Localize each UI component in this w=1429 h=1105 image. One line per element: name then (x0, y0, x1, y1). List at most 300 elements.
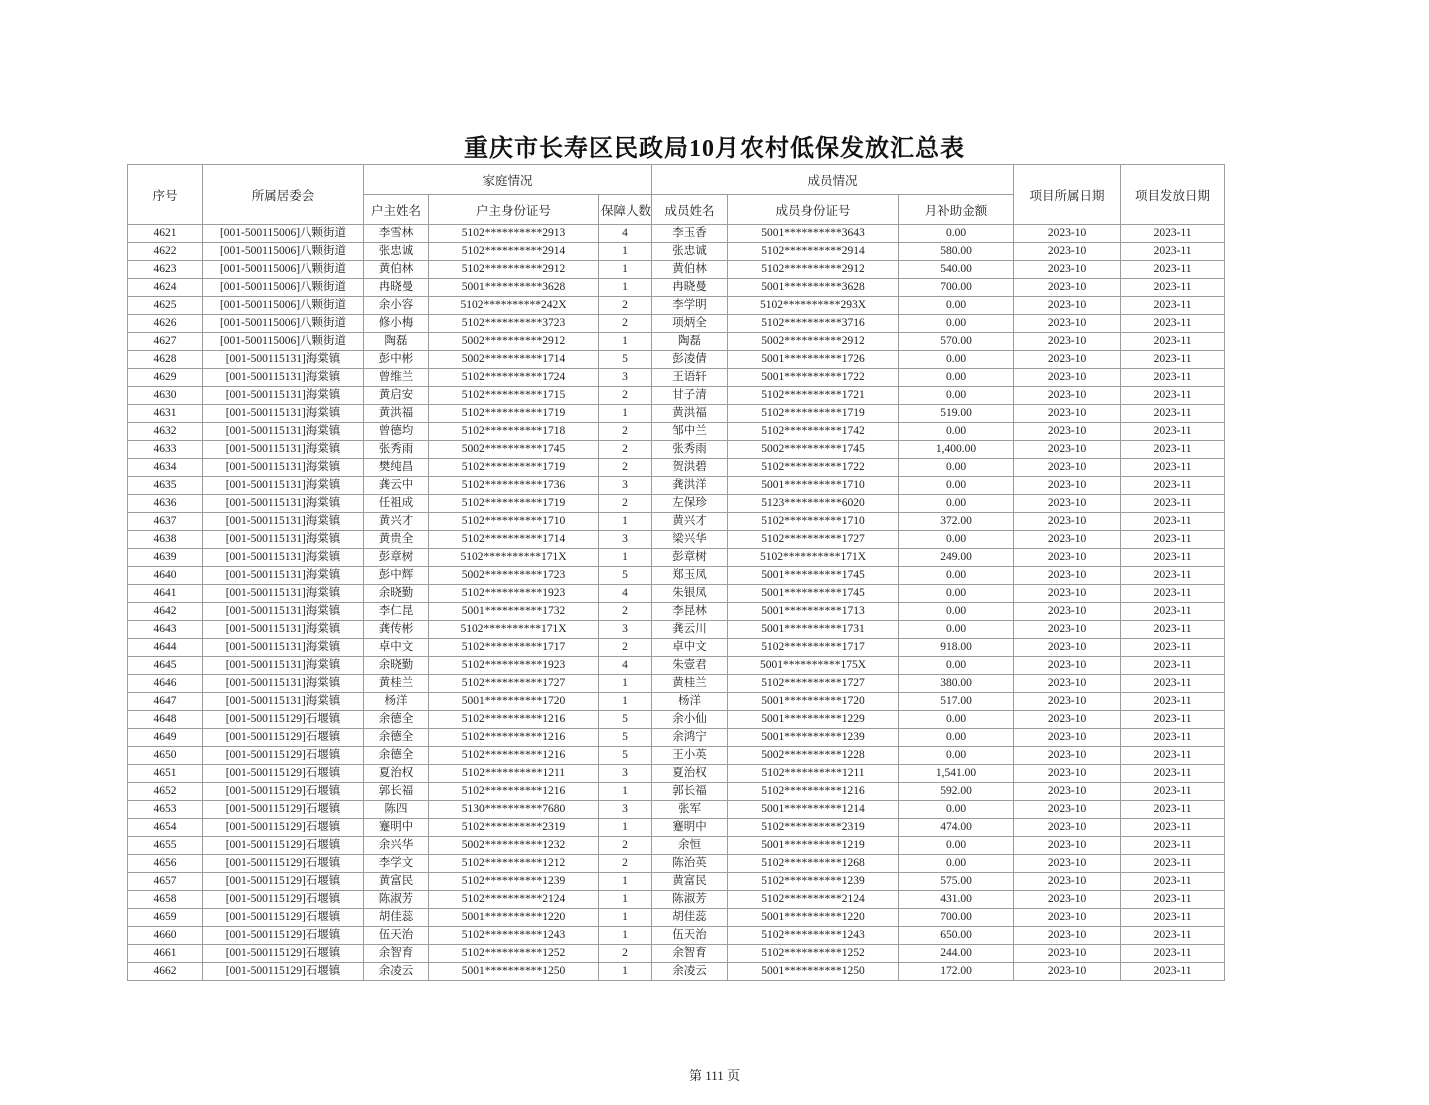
insured-count-cell: 2 (599, 297, 652, 315)
issue-date-cell: 2023-11 (1121, 243, 1225, 261)
member-id-cell: 5102**********2912 (728, 261, 899, 279)
project-date-cell: 2023-10 (1014, 387, 1121, 405)
committee-cell: [001-500115006]八颗街道 (203, 243, 364, 261)
member-name-cell: 彭章树 (652, 549, 728, 567)
project-date-cell: 2023-10 (1014, 531, 1121, 549)
committee-cell: [001-500115131]海棠镇 (203, 603, 364, 621)
member-name-cell: 朱银凤 (652, 585, 728, 603)
member-id-cell: 5001**********1726 (728, 351, 899, 369)
project-date-cell: 2023-10 (1014, 657, 1121, 675)
subsidy-amount-cell: 0.00 (899, 801, 1014, 819)
project-date-cell: 2023-10 (1014, 549, 1121, 567)
table-row (128, 819, 1225, 837)
member-id-cell: 5102**********1717 (728, 639, 899, 657)
member-name-cell: 陈治英 (652, 855, 728, 873)
project-date-cell: 2023-10 (1014, 495, 1121, 513)
member-name-cell: 郭长福 (652, 783, 728, 801)
project-date-cell: 2023-10 (1014, 855, 1121, 873)
header-member-group: 成员情况 (652, 165, 1014, 195)
head-id-cell: 5001**********1220 (429, 909, 599, 927)
issue-date-cell: 2023-11 (1121, 459, 1225, 477)
subsidy-amount-cell: 244.00 (899, 945, 1014, 963)
head-name-cell: 黄伯林 (364, 261, 429, 279)
head-id-cell: 5001**********1720 (429, 693, 599, 711)
table-row (128, 261, 1225, 279)
serial-cell: 4659 (128, 909, 203, 927)
serial-cell: 4662 (128, 963, 203, 981)
head-name-cell: 张秀雨 (364, 441, 429, 459)
head-id-cell: 5102**********1719 (429, 495, 599, 513)
project-date-cell: 2023-10 (1014, 513, 1121, 531)
insured-count-cell: 2 (599, 639, 652, 657)
committee-cell: [001-500115129]石堰镇 (203, 819, 364, 837)
head-name-cell: 彭中辉 (364, 567, 429, 585)
insured-count-cell: 1 (599, 909, 652, 927)
project-date-cell: 2023-10 (1014, 873, 1121, 891)
issue-date-cell: 2023-11 (1121, 225, 1225, 243)
subsidy-amount-cell: 0.00 (899, 531, 1014, 549)
head-id-cell: 5102**********1719 (429, 405, 599, 423)
issue-date-cell: 2023-11 (1121, 909, 1225, 927)
member-id-cell: 5102**********1710 (728, 513, 899, 531)
subsidy-amount-cell: 0.00 (899, 747, 1014, 765)
member-name-cell: 余智育 (652, 945, 728, 963)
insured-count-cell: 2 (599, 315, 652, 333)
serial-cell: 4637 (128, 513, 203, 531)
table-row (128, 297, 1225, 315)
head-id-cell: 5102**********1211 (429, 765, 599, 783)
issue-date-cell: 2023-11 (1121, 369, 1225, 387)
committee-cell: [001-500115129]石堰镇 (203, 765, 364, 783)
member-id-cell: 5102**********2914 (728, 243, 899, 261)
member-id-cell: 5102**********1721 (728, 387, 899, 405)
issue-date-cell: 2023-11 (1121, 513, 1225, 531)
committee-cell: [001-500115129]石堰镇 (203, 891, 364, 909)
header-project-date: 项目所属日期 (1014, 165, 1121, 225)
subsidy-amount-cell: 380.00 (899, 675, 1014, 693)
committee-cell: [001-500115131]海棠镇 (203, 405, 364, 423)
head-name-cell: 余德全 (364, 747, 429, 765)
subsidy-amount-cell: 700.00 (899, 909, 1014, 927)
header-insured-count: 保障人数 (599, 195, 652, 225)
member-name-cell: 黄桂兰 (652, 675, 728, 693)
serial-cell: 4655 (128, 837, 203, 855)
serial-cell: 4661 (128, 945, 203, 963)
issue-date-cell: 2023-11 (1121, 963, 1225, 981)
committee-cell: [001-500115131]海棠镇 (203, 675, 364, 693)
member-name-cell: 甘子清 (652, 387, 728, 405)
head-name-cell: 张忠诚 (364, 243, 429, 261)
member-id-cell: 5102**********1268 (728, 855, 899, 873)
insured-count-cell: 5 (599, 351, 652, 369)
issue-date-cell: 2023-11 (1121, 657, 1225, 675)
serial-cell: 4658 (128, 891, 203, 909)
subsidy-amount-cell: 372.00 (899, 513, 1014, 531)
committee-cell: [001-500115131]海棠镇 (203, 513, 364, 531)
head-name-cell: 胡佳蕊 (364, 909, 429, 927)
member-name-cell: 冉晓曼 (652, 279, 728, 297)
insured-count-cell: 2 (599, 603, 652, 621)
table-row (128, 729, 1225, 747)
header-serial: 序号 (128, 165, 203, 225)
insured-count-cell: 3 (599, 801, 652, 819)
issue-date-cell: 2023-11 (1121, 297, 1225, 315)
head-id-cell: 5102**********1715 (429, 387, 599, 405)
head-id-cell: 5102**********1216 (429, 729, 599, 747)
insured-count-cell: 3 (599, 531, 652, 549)
subsidy-amount-cell: 0.00 (899, 711, 1014, 729)
head-id-cell: 5102**********1239 (429, 873, 599, 891)
issue-date-cell: 2023-11 (1121, 441, 1225, 459)
head-id-cell: 5102**********1717 (429, 639, 599, 657)
head-name-cell: 杨洋 (364, 693, 429, 711)
head-id-cell: 5102**********2319 (429, 819, 599, 837)
insured-count-cell: 1 (599, 549, 652, 567)
issue-date-cell: 2023-11 (1121, 873, 1225, 891)
member-id-cell: 5002**********2912 (728, 333, 899, 351)
subsidy-amount-cell: 0.00 (899, 621, 1014, 639)
committee-cell: [001-500115006]八颗街道 (203, 297, 364, 315)
member-id-cell: 5102**********2124 (728, 891, 899, 909)
subsidy-amount-cell: 0.00 (899, 387, 1014, 405)
subsidy-amount-cell: 0.00 (899, 477, 1014, 495)
serial-cell: 4623 (128, 261, 203, 279)
head-id-cell: 5102**********1243 (429, 927, 599, 945)
summary-table (127, 164, 1225, 981)
insured-count-cell: 1 (599, 819, 652, 837)
serial-cell: 4650 (128, 747, 203, 765)
member-id-cell: 5102**********1216 (728, 783, 899, 801)
committee-cell: [001-500115129]石堰镇 (203, 783, 364, 801)
issue-date-cell: 2023-11 (1121, 927, 1225, 945)
insured-count-cell: 2 (599, 423, 652, 441)
member-name-cell: 余凌云 (652, 963, 728, 981)
head-name-cell: 余德全 (364, 729, 429, 747)
issue-date-cell: 2023-11 (1121, 693, 1225, 711)
project-date-cell: 2023-10 (1014, 369, 1121, 387)
serial-cell: 4660 (128, 927, 203, 945)
serial-cell: 4652 (128, 783, 203, 801)
header-committee: 所属居委会 (203, 165, 364, 225)
committee-cell: [001-500115129]石堰镇 (203, 729, 364, 747)
table-row (128, 585, 1225, 603)
member-name-cell: 梁兴华 (652, 531, 728, 549)
serial-cell: 4654 (128, 819, 203, 837)
project-date-cell: 2023-10 (1014, 315, 1121, 333)
head-id-cell: 5102**********2914 (429, 243, 599, 261)
issue-date-cell: 2023-11 (1121, 855, 1225, 873)
head-name-cell: 李仁昆 (364, 603, 429, 621)
head-name-cell: 李雪林 (364, 225, 429, 243)
table-row (128, 801, 1225, 819)
serial-cell: 4627 (128, 333, 203, 351)
head-id-cell: 5102**********2124 (429, 891, 599, 909)
serial-cell: 4630 (128, 387, 203, 405)
head-id-cell: 5102**********1724 (429, 369, 599, 387)
committee-cell: [001-500115006]八颗街道 (203, 315, 364, 333)
table-row (128, 621, 1225, 639)
table-row (128, 495, 1225, 513)
head-name-cell: 彭章树 (364, 549, 429, 567)
table-row (128, 531, 1225, 549)
subsidy-amount-cell: 519.00 (899, 405, 1014, 423)
issue-date-cell: 2023-11 (1121, 675, 1225, 693)
head-id-cell: 5002**********2912 (429, 333, 599, 351)
subsidy-amount-cell: 0.00 (899, 315, 1014, 333)
head-id-cell: 5130**********7680 (429, 801, 599, 819)
project-date-cell: 2023-10 (1014, 441, 1121, 459)
committee-cell: [001-500115129]石堰镇 (203, 909, 364, 927)
member-id-cell: 5102**********1719 (728, 405, 899, 423)
head-id-cell: 5102**********1923 (429, 585, 599, 603)
member-id-cell: 5001**********1239 (728, 729, 899, 747)
project-date-cell: 2023-10 (1014, 423, 1121, 441)
serial-cell: 4622 (128, 243, 203, 261)
head-name-cell: 陈淑芳 (364, 891, 429, 909)
member-id-cell: 5001**********1731 (728, 621, 899, 639)
insured-count-cell: 4 (599, 657, 652, 675)
subsidy-amount-cell: 0.00 (899, 369, 1014, 387)
head-name-cell: 冉晓曼 (364, 279, 429, 297)
header-member-id: 成员身份证号 (728, 195, 899, 225)
member-name-cell: 黄兴才 (652, 513, 728, 531)
head-name-cell: 黄桂兰 (364, 675, 429, 693)
insured-count-cell: 1 (599, 513, 652, 531)
head-name-cell: 余晓勤 (364, 585, 429, 603)
member-id-cell: 5102**********1252 (728, 945, 899, 963)
subsidy-amount-cell: 0.00 (899, 855, 1014, 873)
member-name-cell: 张秀雨 (652, 441, 728, 459)
member-name-cell: 蹇明中 (652, 819, 728, 837)
table-body (128, 225, 1225, 981)
serial-cell: 4629 (128, 369, 203, 387)
issue-date-cell: 2023-11 (1121, 729, 1225, 747)
head-id-cell: 5102**********1216 (429, 747, 599, 765)
member-id-cell: 5102**********1727 (728, 675, 899, 693)
project-date-cell: 2023-10 (1014, 567, 1121, 585)
member-id-cell: 5102**********1742 (728, 423, 899, 441)
issue-date-cell: 2023-11 (1121, 495, 1225, 513)
issue-date-cell: 2023-11 (1121, 477, 1225, 495)
insured-count-cell: 2 (599, 441, 652, 459)
table-row (128, 441, 1225, 459)
subsidy-amount-cell: 580.00 (899, 243, 1014, 261)
committee-cell: [001-500115131]海棠镇 (203, 369, 364, 387)
member-name-cell: 邹中兰 (652, 423, 728, 441)
committee-cell: [001-500115129]石堰镇 (203, 837, 364, 855)
project-date-cell: 2023-10 (1014, 639, 1121, 657)
head-name-cell: 龚云中 (364, 477, 429, 495)
issue-date-cell: 2023-11 (1121, 783, 1225, 801)
serial-cell: 4657 (128, 873, 203, 891)
head-id-cell: 5102**********2912 (429, 261, 599, 279)
issue-date-cell: 2023-11 (1121, 405, 1225, 423)
insured-count-cell: 3 (599, 477, 652, 495)
project-date-cell: 2023-10 (1014, 765, 1121, 783)
head-id-cell: 5102**********1252 (429, 945, 599, 963)
project-date-cell: 2023-10 (1014, 945, 1121, 963)
head-id-cell: 5102**********2913 (429, 225, 599, 243)
header-subsidy: 月补助金额 (899, 195, 1014, 225)
serial-cell: 4645 (128, 657, 203, 675)
project-date-cell: 2023-10 (1014, 675, 1121, 693)
insured-count-cell: 1 (599, 333, 652, 351)
member-id-cell: 5102**********1243 (728, 927, 899, 945)
head-name-cell: 黄富民 (364, 873, 429, 891)
issue-date-cell: 2023-11 (1121, 549, 1225, 567)
member-id-cell: 5001**********1745 (728, 567, 899, 585)
insured-count-cell: 4 (599, 225, 652, 243)
serial-cell: 4653 (128, 801, 203, 819)
header-member-name: 成员姓名 (652, 195, 728, 225)
committee-cell: [001-500115129]石堰镇 (203, 927, 364, 945)
table-row (128, 243, 1225, 261)
committee-cell: [001-500115129]石堰镇 (203, 747, 364, 765)
serial-cell: 4625 (128, 297, 203, 315)
member-name-cell: 余恒 (652, 837, 728, 855)
insured-count-cell: 1 (599, 675, 652, 693)
page-number: 第 111 页 (688, 1068, 741, 1083)
member-id-cell: 5001**********1219 (728, 837, 899, 855)
table-row (128, 459, 1225, 477)
issue-date-cell: 2023-11 (1121, 639, 1225, 657)
head-name-cell: 蹇明中 (364, 819, 429, 837)
member-id-cell: 5001**********1745 (728, 585, 899, 603)
head-id-cell: 5102**********1719 (429, 459, 599, 477)
member-id-cell: 5001**********1710 (728, 477, 899, 495)
serial-cell: 4639 (128, 549, 203, 567)
head-name-cell: 余德全 (364, 711, 429, 729)
member-name-cell: 张军 (652, 801, 728, 819)
head-name-cell: 曾维兰 (364, 369, 429, 387)
issue-date-cell: 2023-11 (1121, 837, 1225, 855)
member-name-cell: 余鸿宁 (652, 729, 728, 747)
project-date-cell: 2023-10 (1014, 711, 1121, 729)
project-date-cell: 2023-10 (1014, 405, 1121, 423)
member-name-cell: 陈淑芳 (652, 891, 728, 909)
project-date-cell: 2023-10 (1014, 819, 1121, 837)
table-row (128, 675, 1225, 693)
insured-count-cell: 1 (599, 405, 652, 423)
issue-date-cell: 2023-11 (1121, 621, 1225, 639)
subsidy-amount-cell: 0.00 (899, 225, 1014, 243)
serial-cell: 4651 (128, 765, 203, 783)
committee-cell: [001-500115131]海棠镇 (203, 459, 364, 477)
issue-date-cell: 2023-11 (1121, 531, 1225, 549)
committee-cell: [001-500115131]海棠镇 (203, 351, 364, 369)
committee-cell: [001-500115006]八颗街道 (203, 225, 364, 243)
subsidy-amount-cell: 0.00 (899, 585, 1014, 603)
head-name-cell: 黄洪福 (364, 405, 429, 423)
committee-cell: [001-500115131]海棠镇 (203, 531, 364, 549)
committee-cell: [001-500115129]石堰镇 (203, 711, 364, 729)
serial-cell: 4631 (128, 405, 203, 423)
subsidy-amount-cell: 0.00 (899, 351, 1014, 369)
head-name-cell: 龚传彬 (364, 621, 429, 639)
member-id-cell: 5001**********1250 (728, 963, 899, 981)
insured-count-cell: 5 (599, 729, 652, 747)
project-date-cell: 2023-10 (1014, 585, 1121, 603)
subsidy-amount-cell: 1,400.00 (899, 441, 1014, 459)
member-id-cell: 5102**********171X (728, 549, 899, 567)
committee-cell: [001-500115129]石堰镇 (203, 801, 364, 819)
insured-count-cell: 1 (599, 873, 652, 891)
member-name-cell: 左保珍 (652, 495, 728, 513)
member-id-cell: 5102**********2319 (728, 819, 899, 837)
header-issue-date: 项目发放日期 (1121, 165, 1225, 225)
table-row (128, 225, 1225, 243)
serial-cell: 4644 (128, 639, 203, 657)
header-head-id: 户主身份证号 (429, 195, 599, 225)
member-name-cell: 项炳全 (652, 315, 728, 333)
issue-date-cell: 2023-11 (1121, 279, 1225, 297)
serial-cell: 4626 (128, 315, 203, 333)
head-id-cell: 5102**********3723 (429, 315, 599, 333)
insured-count-cell: 3 (599, 765, 652, 783)
project-date-cell: 2023-10 (1014, 963, 1121, 981)
head-id-cell: 5002**********1745 (429, 441, 599, 459)
head-id-cell: 5102**********171X (429, 549, 599, 567)
committee-cell: [001-500115129]石堰镇 (203, 855, 364, 873)
committee-cell: [001-500115131]海棠镇 (203, 477, 364, 495)
issue-date-cell: 2023-11 (1121, 711, 1225, 729)
serial-cell: 4634 (128, 459, 203, 477)
table-row (128, 477, 1225, 495)
serial-cell: 4635 (128, 477, 203, 495)
head-name-cell: 彭中彬 (364, 351, 429, 369)
insured-count-cell: 1 (599, 693, 652, 711)
head-name-cell: 夏治权 (364, 765, 429, 783)
header-head-name: 户主姓名 (364, 195, 429, 225)
project-date-cell: 2023-10 (1014, 891, 1121, 909)
serial-cell: 4648 (128, 711, 203, 729)
serial-cell: 4633 (128, 441, 203, 459)
project-date-cell: 2023-10 (1014, 729, 1121, 747)
serial-cell: 4640 (128, 567, 203, 585)
member-name-cell: 朱壹君 (652, 657, 728, 675)
head-id-cell: 5102**********171X (429, 621, 599, 639)
table-row (128, 405, 1225, 423)
subsidy-amount-cell: 0.00 (899, 459, 1014, 477)
head-id-cell: 5102**********1923 (429, 657, 599, 675)
subsidy-amount-cell: 0.00 (899, 423, 1014, 441)
insured-count-cell: 2 (599, 945, 652, 963)
head-name-cell: 黄启安 (364, 387, 429, 405)
subsidy-amount-cell: 0.00 (899, 603, 1014, 621)
serial-cell: 4647 (128, 693, 203, 711)
serial-cell: 4636 (128, 495, 203, 513)
table-row (128, 351, 1225, 369)
serial-cell: 4638 (128, 531, 203, 549)
serial-cell: 4621 (128, 225, 203, 243)
insured-count-cell: 1 (599, 243, 652, 261)
committee-cell: [001-500115129]石堰镇 (203, 873, 364, 891)
insured-count-cell: 1 (599, 891, 652, 909)
issue-date-cell: 2023-11 (1121, 945, 1225, 963)
subsidy-amount-cell: 0.00 (899, 567, 1014, 585)
subsidy-amount-cell: 700.00 (899, 279, 1014, 297)
member-name-cell: 黄伯林 (652, 261, 728, 279)
issue-date-cell: 2023-11 (1121, 387, 1225, 405)
head-id-cell: 5102**********1714 (429, 531, 599, 549)
table-row (128, 927, 1225, 945)
member-id-cell: 5001**********1722 (728, 369, 899, 387)
head-name-cell: 余凌云 (364, 963, 429, 981)
issue-date-cell: 2023-11 (1121, 423, 1225, 441)
head-name-cell: 陶磊 (364, 333, 429, 351)
table-row (128, 765, 1225, 783)
table-row (128, 513, 1225, 531)
